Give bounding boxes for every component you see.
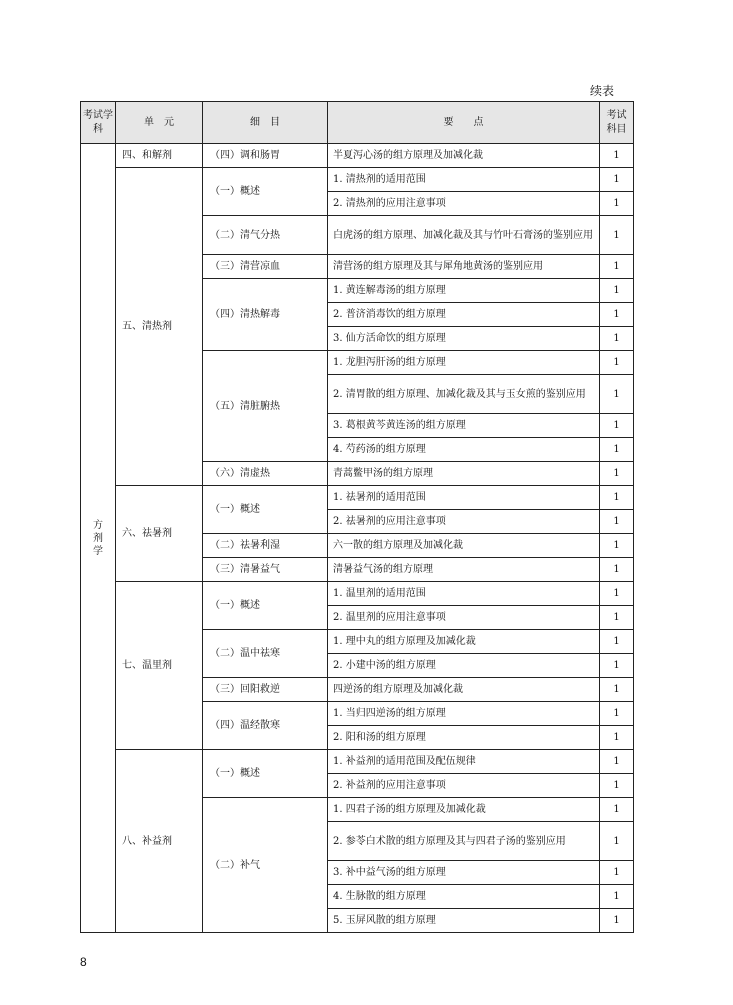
count-cell: 1 (600, 438, 634, 462)
keypoint-cell: 2. 参苓白术散的组方原理及其与四君子汤的鉴别应用 (328, 822, 600, 861)
count-cell: 1 (600, 303, 634, 327)
unit-cell: 六、祛暑剂 (116, 486, 203, 582)
count-cell: 1 (600, 885, 634, 909)
table-header-row (81, 102, 634, 144)
count-cell: 1 (600, 144, 634, 168)
header-detail: 细 目 (203, 102, 328, 144)
count-cell: 1 (600, 774, 634, 798)
count-cell: 1 (600, 798, 634, 822)
page-number: 8 (80, 955, 87, 969)
header-unit: 单 元 (116, 102, 203, 144)
keypoint-cell: 2. 普济消毒饮的组方原理 (328, 303, 600, 327)
keypoint-cell: 3. 仙方活命饮的组方原理 (328, 327, 600, 351)
count-cell: 1 (600, 486, 634, 510)
keypoint-cell: 1. 理中丸的组方原理及加减化裁 (328, 630, 600, 654)
keypoint-cell: 1. 当归四逆汤的组方原理 (328, 702, 600, 726)
keypoint-cell: 1. 清热剂的适用范围 (328, 168, 600, 192)
detail-cell: （四）调和肠胃 (203, 144, 328, 168)
unit-cell: 五、清热剂 (116, 168, 203, 486)
detail-cell: （三）清营凉血 (203, 255, 328, 279)
count-cell: 1 (600, 750, 634, 774)
detail-cell: （五）清脏腑热 (203, 351, 328, 462)
detail-cell: （二）祛暑利湿 (203, 534, 328, 558)
count-cell: 1 (600, 168, 634, 192)
keypoint-cell: 4. 生脉散的组方原理 (328, 885, 600, 909)
keypoint-cell: 青蒿鳖甲汤的组方原理 (328, 462, 600, 486)
count-cell: 1 (600, 678, 634, 702)
detail-cell: （二）清气分热 (203, 216, 328, 255)
keypoint-cell: 1. 祛暑剂的适用范围 (328, 486, 600, 510)
count-cell: 1 (600, 255, 634, 279)
detail-cell: （一）概述 (203, 486, 328, 534)
detail-cell: （二）补气 (203, 798, 328, 933)
keypoint-cell: 六一散的组方原理及加减化裁 (328, 534, 600, 558)
count-cell: 1 (600, 414, 634, 438)
count-cell: 1 (600, 702, 634, 726)
count-cell: 1 (600, 510, 634, 534)
count-cell: 1 (600, 726, 634, 750)
keypoint-cell: 1. 温里剂的适用范围 (328, 582, 600, 606)
keypoint-cell: 3. 补中益气汤的组方原理 (328, 861, 600, 885)
table-row (81, 486, 634, 510)
header-count: 考试科目 (600, 102, 634, 144)
count-cell: 1 (600, 534, 634, 558)
detail-cell: （四）温经散寒 (203, 702, 328, 750)
table-row (81, 144, 634, 168)
detail-cell: （一）概述 (203, 168, 328, 216)
count-cell: 1 (600, 630, 634, 654)
unit-cell: 八、补益剂 (116, 750, 203, 933)
count-cell: 1 (600, 558, 634, 582)
keypoint-cell: 四逆汤的组方原理及加减化裁 (328, 678, 600, 702)
keypoint-cell: 3. 葛根黄芩黄连汤的组方原理 (328, 414, 600, 438)
keypoint-cell: 2. 阳和汤的组方原理 (328, 726, 600, 750)
keypoint-cell: 4. 芍药汤的组方原理 (328, 438, 600, 462)
detail-cell: （三）回阳救逆 (203, 678, 328, 702)
count-cell: 1 (600, 327, 634, 351)
syllabus-table (80, 101, 634, 933)
count-cell: 1 (600, 861, 634, 885)
keypoint-cell: 2. 清热剂的应用注意事项 (328, 192, 600, 216)
count-cell: 1 (600, 654, 634, 678)
keypoint-cell: 2. 补益剂的应用注意事项 (328, 774, 600, 798)
detail-cell: （四）清热解毒 (203, 279, 328, 351)
count-cell: 1 (600, 279, 634, 303)
keypoint-cell: 半夏泻心汤的组方原理及加减化裁 (328, 144, 600, 168)
detail-cell: （一）概述 (203, 750, 328, 798)
count-cell: 1 (600, 192, 634, 216)
count-cell: 1 (600, 351, 634, 375)
keypoint-cell: 1. 四君子汤的组方原理及加减化裁 (328, 798, 600, 822)
table-row (81, 582, 634, 606)
count-cell: 1 (600, 216, 634, 255)
continued-label: 续表 (590, 84, 615, 98)
count-cell: 1 (600, 582, 634, 606)
keypoint-cell: 清暑益气汤的组方原理 (328, 558, 600, 582)
count-cell: 1 (600, 822, 634, 861)
keypoint-cell: 清营汤的组方原理及其与犀角地黄汤的鉴别应用 (328, 255, 600, 279)
table-row (81, 168, 634, 192)
header-subject: 考试学科 (81, 102, 116, 144)
detail-cell: （三）清暑益气 (203, 558, 328, 582)
keypoint-cell: 2. 小建中汤的组方原理 (328, 654, 600, 678)
keypoint-cell: 5. 玉屏风散的组方原理 (328, 909, 600, 933)
count-cell: 1 (600, 909, 634, 933)
count-cell: 1 (600, 462, 634, 486)
table-row (81, 750, 634, 774)
header-keypoint: 要 点 (328, 102, 600, 144)
subject-cell: 方剂学 (81, 144, 116, 933)
detail-cell: （二）温中祛寒 (203, 630, 328, 678)
keypoint-cell: 2. 温里剂的应用注意事项 (328, 606, 600, 630)
count-cell: 1 (600, 375, 634, 414)
detail-cell: （一）概述 (203, 582, 328, 630)
unit-cell: 四、和解剂 (116, 144, 203, 168)
keypoint-cell: 1. 黄连解毒汤的组方原理 (328, 279, 600, 303)
keypoint-cell: 1. 补益剂的适用范围及配伍规律 (328, 750, 600, 774)
keypoint-cell: 白虎汤的组方原理、加减化裁及其与竹叶石膏汤的鉴别应用 (328, 216, 600, 255)
detail-cell: （六）清虚热 (203, 462, 328, 486)
keypoint-cell: 1. 龙胆泻肝汤的组方原理 (328, 351, 600, 375)
keypoint-cell: 2. 清胃散的组方原理、加减化裁及其与玉女煎的鉴别应用 (328, 375, 600, 414)
count-cell: 1 (600, 606, 634, 630)
unit-cell: 七、温里剂 (116, 582, 203, 750)
keypoint-cell: 2. 祛暑剂的应用注意事项 (328, 510, 600, 534)
